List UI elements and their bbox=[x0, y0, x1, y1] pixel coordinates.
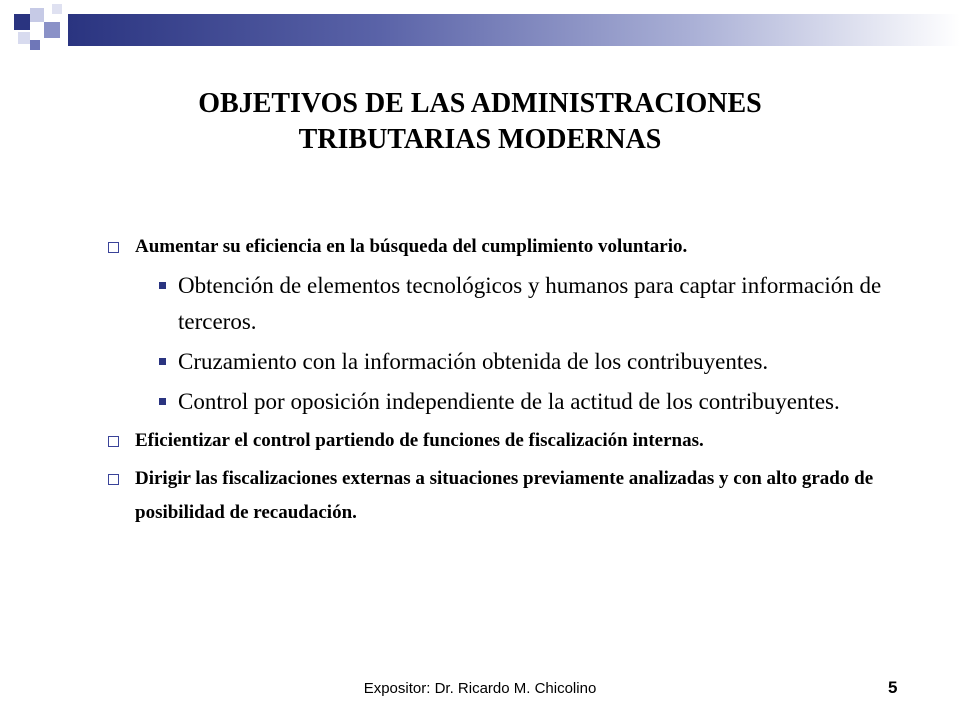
filled-square-bullet-icon bbox=[159, 282, 166, 289]
bullet-level1 bbox=[100, 424, 920, 458]
bullet-level2 bbox=[100, 268, 920, 340]
slide-title bbox=[0, 86, 960, 158]
hollow-square-bullet-icon bbox=[108, 242, 119, 253]
bullet-text: Obtención de elementos tecnológicos y humanos para captar información de terceros. bbox=[178, 273, 882, 334]
bullet-level2 bbox=[100, 384, 920, 420]
hollow-square-bullet-icon bbox=[108, 474, 119, 485]
decor-square-mid bbox=[44, 22, 60, 38]
bullet-text: Control por oposición independiente de la actitud de los contribuyentes. bbox=[178, 389, 840, 414]
bullet-text: Eficientizar el control partiendo de funciones de fiscalización internas. bbox=[135, 430, 704, 451]
filled-square-bullet-icon bbox=[159, 358, 166, 365]
filled-square-bullet-icon bbox=[159, 398, 166, 405]
decor-square-light bbox=[18, 32, 30, 44]
decor-square-mid bbox=[30, 40, 40, 50]
page-number: 5 bbox=[888, 678, 898, 697]
slide-title-line-1: OBJETIVOS DE LAS ADMINISTRACIONES bbox=[198, 88, 762, 119]
bullet-level2 bbox=[100, 344, 920, 380]
decor-square-light bbox=[30, 8, 44, 22]
bullet-level1 bbox=[100, 462, 920, 530]
header-gradient-bar bbox=[68, 14, 960, 46]
bullet-level1 bbox=[100, 230, 920, 264]
footer-presenter: Expositor: Dr. Ricardo M. Chicolino bbox=[363, 680, 597, 697]
bullet-text: Aumentar su eficiencia en la búsqueda del cumplimiento voluntario. bbox=[135, 236, 688, 257]
bullet-text: Dirigir las fiscalizaciones externas a situaciones previamente analizadas y con alto grado de posibilidad de recaudación. bbox=[135, 468, 874, 523]
bullet-text: Cruzamiento con la información obtenida de los contribuyentes. bbox=[178, 349, 769, 374]
decor-square-light bbox=[52, 4, 62, 14]
hollow-square-bullet-icon bbox=[108, 436, 119, 447]
bullet-list bbox=[100, 230, 920, 530]
decor-square-dark bbox=[14, 14, 30, 30]
slide-title-line-2: TRIBUTARIAS MODERNAS bbox=[298, 124, 662, 155]
